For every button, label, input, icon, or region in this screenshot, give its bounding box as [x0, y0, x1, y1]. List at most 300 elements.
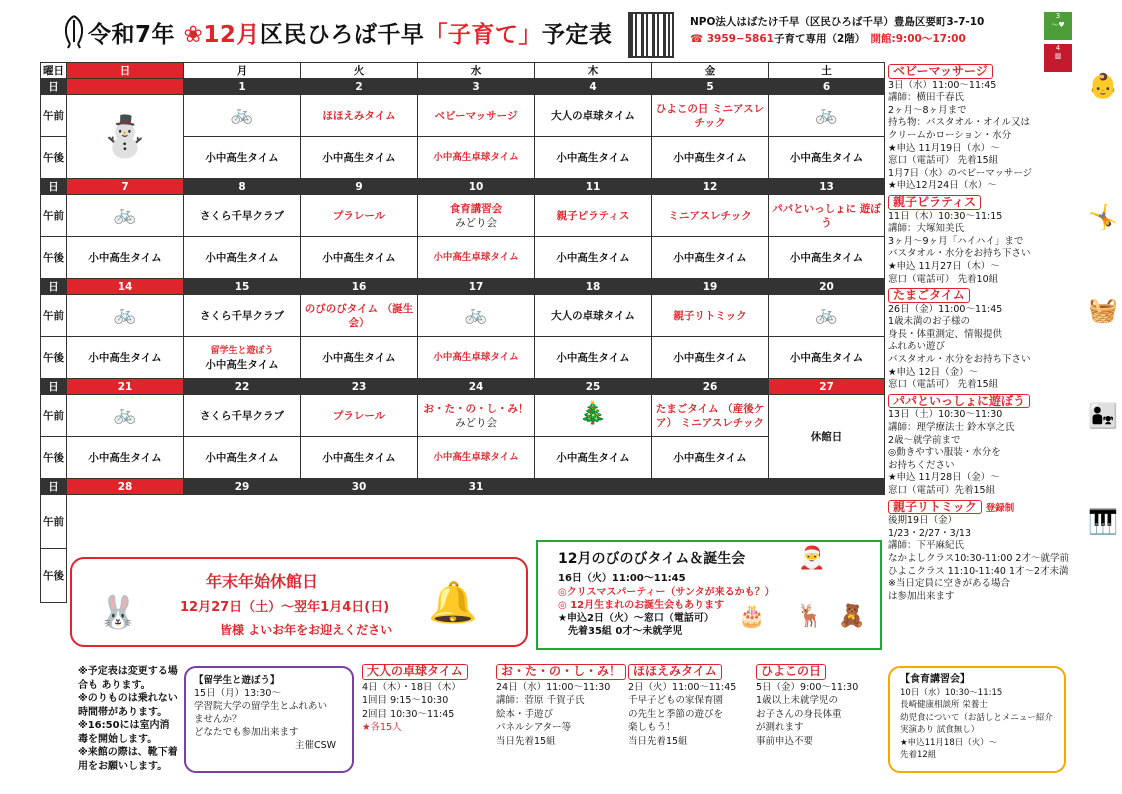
title-end: 予定表 — [541, 22, 613, 48]
hoho-line-5: 当日先着15組 — [628, 735, 688, 747]
event-label: 小中高生タイム — [556, 351, 630, 364]
org-name: NPO法人はばたけ千早（区民ひろば千早）豊島区要町3-7-10 — [690, 16, 985, 28]
event-cell[interactable] — [652, 95, 769, 137]
event-cell[interactable] — [184, 95, 301, 137]
otano-line-3: 絵本・手遊び — [496, 708, 554, 720]
event-cell[interactable] — [418, 237, 535, 279]
side-line: 窓口（電話可） 先着15組 — [888, 379, 999, 391]
event-cell[interactable] — [301, 295, 418, 337]
date-cell: 27 — [769, 379, 885, 395]
event-label: ベビーマッサージ — [434, 109, 518, 122]
sidebar — [888, 64, 1122, 605]
side-line: ★申込 11月19日（水）〜 — [888, 142, 1000, 154]
note-2: ※のりものは乗れない時間帯があります。 — [78, 693, 178, 718]
period-label: 午前 — [41, 95, 67, 137]
date-cell: 11 — [535, 179, 652, 195]
date-cell: 4 — [535, 79, 652, 95]
date-cell: 16 — [301, 279, 418, 295]
org-tel: ☎ 3959−5861 — [690, 33, 774, 45]
side-line: バスタオル・水分をお持ち下さい — [888, 248, 1031, 260]
side-line: 講師：理学療法士 鈴木享之氏 — [888, 422, 1015, 434]
event-cell[interactable] — [418, 195, 535, 237]
side-line: ★申込 11月27日（木）〜 — [888, 260, 1000, 272]
nobi-line-5: 先着35組 0才〜未就学児 — [568, 626, 683, 637]
side-section — [888, 64, 1122, 193]
xmas-tree-icon: 🎄 — [579, 401, 607, 426]
date-cell: 1 — [184, 79, 301, 95]
period-label: 午後 — [41, 549, 67, 603]
closing-box — [70, 557, 528, 647]
side-line: ひよこクラス 11:10-11:40 1才〜2才未満 — [888, 565, 1069, 577]
side-line: 2歳〜就学前まで — [888, 434, 961, 446]
food-line-3: 幼児食について（お話しとメニュー紹介 — [900, 712, 1053, 723]
side-section — [888, 500, 1122, 604]
event-cell[interactable] — [769, 95, 885, 137]
event-label: 小中高生タイム — [556, 451, 630, 464]
side-title: パパといっしょに遊ぼう — [888, 394, 1030, 409]
event-label: さくら千早クラブ — [200, 309, 284, 322]
date-cell: 31 — [418, 479, 535, 495]
event-cell[interactable] — [301, 95, 418, 137]
period-label: 午前 — [41, 195, 67, 237]
ryugaku-title: 【留学生と遊ぼう】 — [194, 675, 280, 686]
nobi-line-1: 16日（火）11:00〜11:45 — [558, 573, 686, 584]
event-label: さくら千早クラブ — [200, 209, 284, 222]
event-label: 小中高生タイム — [673, 251, 747, 264]
event-label: のびのびタイム （誕生会） — [304, 302, 414, 329]
bicycle-icon: 🚲 — [815, 303, 838, 325]
date-cell: 25 — [535, 379, 652, 395]
day-label: 日 — [41, 379, 67, 395]
event-cell[interactable] — [535, 95, 652, 137]
hours: 9:00〜17:00 — [895, 33, 966, 45]
food-line-6: 先着12組 — [900, 750, 937, 760]
snowman-icon: ⛄ — [100, 114, 150, 160]
nobi-line-4: ★申込2日（火）〜窓口（電話可） — [558, 613, 714, 624]
side-line: 講師：大塚知美氏 — [888, 223, 965, 235]
event-cell[interactable] — [418, 295, 535, 337]
side-title: 親子ピラティス — [888, 195, 981, 210]
side-line: 26日（金）11:00〜11:45 — [888, 303, 1003, 315]
period-label: 午後 — [41, 137, 67, 179]
date-cell: 14 — [67, 279, 184, 295]
event-cell[interactable] — [67, 337, 184, 379]
event-label: 大人の卓球タイム — [551, 109, 635, 122]
hiyoko-title: ひよこの日 — [756, 664, 826, 680]
date-cell: 15 — [184, 279, 301, 295]
side-line: 13日（土）10:30〜11:30 — [888, 409, 1003, 421]
hiyoko-box — [756, 664, 858, 748]
hoho-line-3: の先生と季節の遊びを — [628, 708, 724, 720]
date-cell: 28 — [67, 479, 184, 495]
weekday-header: 土 — [769, 63, 885, 79]
reindeer-icon: 🦌 — [796, 604, 824, 629]
event-cell[interactable] — [535, 295, 652, 337]
event-cell[interactable] — [184, 237, 301, 279]
nobi-box — [536, 540, 882, 650]
side-section — [888, 195, 1122, 286]
date-cell: 7 — [67, 179, 184, 195]
taku-line-1: 4日（木）・18日（木） — [362, 681, 461, 693]
taku-line-2: 1回目 9:15〜10:30 — [362, 695, 449, 706]
food-title: 【食育講習会】 — [900, 674, 970, 685]
side-illustration-icon: 🧺 — [1088, 296, 1118, 325]
side-illustration-icon: 👶 — [1088, 72, 1118, 100]
event-cell[interactable] — [67, 395, 184, 437]
event-label: 小中高生タイム — [205, 251, 279, 264]
event-label: 小中高生タイム — [322, 351, 396, 364]
period-label: 午後 — [41, 437, 67, 479]
date-cell: 30 — [301, 479, 418, 495]
hoho-box — [628, 664, 736, 748]
snowman-cell — [67, 95, 184, 179]
santa-icon: 🎅 — [798, 546, 826, 571]
event-label: 小中高生タイム — [88, 251, 162, 264]
period-label: 午前 — [41, 295, 67, 337]
event-label: 小中高生タイム — [205, 358, 279, 371]
date-cell: 26 — [652, 379, 769, 395]
nobi-line-2: ◎クリスマスパーティー（サンタが来るかも？） — [558, 587, 775, 598]
bicycle-icon: 🚲 — [113, 403, 137, 425]
event-label: 小中高生タイム — [556, 151, 630, 164]
hiyoko-line-3: お子さんの身長体重 — [756, 708, 842, 720]
date-cell: 13 — [769, 179, 885, 195]
ryugaku-line-3: ませんか？ — [194, 714, 242, 725]
event-label: 親子ピラティス — [556, 209, 630, 222]
event-cell[interactable] — [535, 395, 652, 437]
side-line: 1月7日（水）のベビーマッサージ — [888, 167, 1033, 179]
event-cell[interactable] — [67, 195, 184, 237]
bicycle-icon: 🚲 — [815, 103, 838, 125]
taku-title: 大人の卓球タイム — [362, 664, 468, 680]
event-label: 小中高生卓球タイム — [433, 451, 519, 463]
flower-icon: ❀ — [183, 22, 204, 48]
date-cell: 8 — [184, 179, 301, 195]
event-label: 親子リトミック — [673, 309, 747, 322]
side-line: 窓口（電話可） 先着10組 — [888, 273, 999, 285]
date-cell: 17 — [418, 279, 535, 295]
event-label: 食育講習会 — [449, 202, 503, 215]
side-line: ★申込 12日（金）〜 — [888, 366, 979, 378]
side-line: 2ヶ月〜8ヶ月まで — [888, 104, 967, 116]
otano-title: お・た・の・し・み！ — [496, 664, 626, 680]
event-cell[interactable] — [535, 437, 652, 479]
event-sub: みどり会 — [455, 416, 497, 429]
event-cell[interactable] — [418, 437, 535, 479]
weekday-header: 水 — [418, 63, 535, 79]
side-line: ◎動きやすい服装・水分を — [888, 447, 1001, 459]
otano-box — [496, 664, 626, 748]
pm-extra: 留学生と遊ぼう — [210, 345, 274, 356]
day-label: 日 — [41, 79, 67, 95]
event-cell[interactable] — [184, 195, 301, 237]
date-cell: 23 — [301, 379, 418, 395]
event-cell[interactable] — [652, 437, 769, 479]
otano-line-2: 講師：菅原 千賀子氏 — [496, 695, 585, 706]
nobi-title: 12月のびのびタイム＆誕生会 — [558, 551, 746, 567]
note-1: ※予定表は変更する場合も あります。 — [78, 666, 178, 691]
side-line: ※当日定員に空きがある場合 — [888, 578, 1010, 590]
side-line: 講師：横田千春氏 — [888, 92, 965, 104]
bell-icon: 🔔 — [428, 580, 478, 626]
hoho-line-4: 楽しもう！ — [628, 722, 676, 733]
event-label: さくら千早クラブ — [200, 409, 284, 422]
sdg4-icon: 4 ▥ — [1044, 44, 1072, 72]
period-label: 午後 — [41, 237, 67, 279]
bicycle-icon: 🚲 — [113, 203, 137, 225]
date-cell: 29 — [184, 479, 301, 495]
event-cell[interactable] — [301, 395, 418, 437]
side-line: 11日（木）10:30〜11:15 — [888, 210, 1003, 222]
hoho-line-1: 2日（火）11:00〜11:45 — [628, 681, 737, 693]
food-line-4: 実演あり 試食無し） — [900, 725, 980, 735]
side-line: ふれあい遊び — [888, 341, 946, 353]
side-title: 親子リトミック — [888, 500, 982, 515]
date-cell: 3 — [418, 79, 535, 95]
nobi-line-3: ◎ 12月生まれのお誕生会もあります — [558, 600, 725, 611]
ryugaku-sponsor: 主催CSW — [294, 740, 336, 751]
event-cell[interactable] — [184, 395, 301, 437]
side-line: 1/23・2/27・3/13 — [888, 527, 971, 539]
side-section — [888, 394, 1122, 498]
taku-line-4: ★各15人 — [362, 722, 402, 733]
date-cell — [535, 479, 652, 495]
bear-icon: 🧸 — [838, 604, 866, 629]
date-cell: 20 — [769, 279, 885, 295]
event-label: ひよこの日 ミニアスレチック — [655, 102, 765, 129]
event-label: 小中高生タイム — [673, 351, 747, 364]
hiyoko-line-1: 5日（金）9:00〜11:30 — [756, 681, 859, 693]
calendar-table — [40, 62, 885, 603]
side-line: 後期19日（金） — [888, 515, 958, 527]
weekday-header: 木 — [535, 63, 652, 79]
side-illustration-icon: 🤸 — [1088, 202, 1118, 231]
side-line: なかよしクラス10:30-11:00 2才〜就学前 — [888, 552, 1069, 564]
event-label: たまごタイム （産後ケア） ミニアスレチック — [655, 402, 765, 429]
title-place: 区民ひろば千早 — [259, 22, 425, 48]
bicycle-icon: 🚲 — [230, 103, 254, 125]
date-cell: 12 — [652, 179, 769, 195]
event-cell[interactable] — [769, 295, 885, 337]
sdg3-icon: 3 〜♥ — [1044, 12, 1072, 40]
period-label: 午前 — [41, 495, 67, 549]
date-cell — [769, 479, 885, 495]
event-cell[interactable] — [301, 337, 418, 379]
closing-dates: 12月27日（土）〜翌年1月4日(日) — [180, 600, 390, 615]
side-line: 講師：下平麻紀氏 — [888, 540, 965, 552]
event-label: 大人の卓球タイム — [551, 309, 635, 322]
side-line: バスタオル・水分をお持ち下さい — [888, 354, 1031, 366]
date-cell: 5 — [652, 79, 769, 95]
event-label: 小中高生タイム — [322, 151, 396, 164]
event-cell[interactable] — [769, 237, 885, 279]
title-month: 12月 — [203, 22, 260, 48]
event-cell[interactable] — [67, 437, 184, 479]
event-label: 小中高生タイム — [556, 251, 630, 264]
ryugaku-line-2: 学習院大学の留学生とふれあい — [194, 701, 328, 712]
logo-icon — [62, 14, 86, 50]
hours-label: 開館: — [870, 33, 896, 45]
weekday-header: 火 — [301, 63, 418, 79]
event-cell[interactable] — [67, 295, 184, 337]
event-cell[interactable] — [652, 295, 769, 337]
day-label: 日 — [41, 279, 67, 295]
side-illustration-icon: 🎹 — [1088, 507, 1118, 536]
cake-icon: 🎂 — [738, 604, 766, 629]
event-cell[interactable] — [301, 437, 418, 479]
event-cell[interactable] — [652, 195, 769, 237]
note-3: ※16:50には室内消毒を開始します。 — [78, 720, 170, 745]
org-tel-note: 子育て専用（2階） — [773, 33, 861, 45]
event-cell[interactable] — [535, 137, 652, 179]
taku-line-3: 2回目 10:30〜11:45 — [362, 708, 455, 720]
date-cell — [67, 79, 184, 95]
side-line: は参加出来ます — [888, 590, 955, 602]
hoho-line-2: 千早子どもの家保育園 — [628, 695, 724, 706]
org-info — [690, 14, 984, 48]
event-label: 小中高生タイム — [322, 451, 396, 464]
event-label: ミニアスレチック — [668, 209, 752, 222]
event-cell[interactable] — [769, 195, 885, 237]
side-line: ★申込12月24日（水）〜 — [888, 180, 997, 192]
food-line-5: ★申込11月18日（火）〜 — [900, 737, 998, 748]
event-cell[interactable] — [652, 237, 769, 279]
otano-line-5: 当日先着15組 — [496, 735, 556, 747]
event-cell[interactable] — [652, 337, 769, 379]
event-label: 小中高生タイム — [789, 251, 864, 264]
side-tag: 登録制 — [985, 502, 1015, 514]
side-line: 身長・体重測定、情報提供 — [888, 328, 1003, 340]
weekday-header: 月 — [184, 63, 301, 79]
event-label: 小中高生卓球タイム — [433, 351, 519, 363]
weekday-corner: 曜日 — [41, 63, 67, 79]
page-title — [88, 16, 612, 49]
weekday-header: 日 — [67, 63, 184, 79]
event-cell[interactable] — [301, 137, 418, 179]
date-cell: 6 — [769, 79, 885, 95]
event-cell[interactable] — [184, 137, 301, 179]
closed-cell: 休館日 — [769, 395, 885, 479]
event-cell[interactable] — [535, 195, 652, 237]
food-box — [888, 666, 1066, 773]
date-cell: 22 — [184, 379, 301, 395]
event-cell[interactable] — [769, 337, 885, 379]
ryugaku-box — [184, 666, 354, 773]
event-label: プラレール — [332, 409, 386, 422]
event-cell[interactable] — [418, 95, 535, 137]
side-illustration-icon: 👨‍👧 — [1088, 401, 1118, 430]
event-cell[interactable] — [184, 437, 301, 479]
hiyoko-line-2: 1歳以上未就学児の — [756, 695, 839, 706]
notes — [78, 665, 178, 773]
event-cell[interactable] — [652, 395, 769, 437]
event-label: パパといっしょに 遊ぼう — [772, 202, 881, 229]
event-label: 小中高生卓球タイム — [433, 151, 519, 163]
event-cell[interactable] — [67, 237, 184, 279]
side-line: 持ち物：バスタオル・オイル又は — [888, 117, 1031, 129]
side-line: ★申込 11月28日（金）〜 — [888, 472, 1000, 484]
bicycle-icon: 🚲 — [464, 303, 488, 325]
title-kosodate: 「子育て」 — [424, 22, 542, 48]
day-label: 日 — [41, 479, 67, 495]
qr-code[interactable] — [628, 12, 674, 58]
event-label: 小中高生卓球タイム — [433, 251, 519, 263]
side-line: 1歳未満のお子様の — [888, 316, 971, 328]
date-cell: 9 — [301, 179, 418, 195]
food-line-2: 長崎健康相談所 栄養士 — [900, 700, 988, 710]
event-label: 小中高生タイム — [673, 151, 747, 164]
event-cell[interactable] — [535, 237, 652, 279]
date-cell: 10 — [418, 179, 535, 195]
event-cell[interactable] — [184, 337, 301, 379]
side-line: 窓口（電話可） 先着15組 — [888, 155, 999, 167]
bicycle-icon: 🚲 — [113, 303, 137, 325]
food-line-1: 10日（水）10:30〜11:15 — [900, 687, 1003, 698]
date-cell — [652, 479, 769, 495]
event-label: 小中高生タイム — [88, 451, 162, 464]
event-cell[interactable] — [418, 337, 535, 379]
hoho-title: ほほえみタイム — [628, 664, 722, 680]
date-cell: 21 — [67, 379, 184, 395]
event-label: 小中高生タイム — [673, 451, 747, 464]
weekday-header: 金 — [652, 63, 769, 79]
otano-line-1: 24日（水）11:00〜11:30 — [496, 681, 611, 693]
event-cell[interactable] — [418, 395, 535, 437]
event-label: ほほえみタイム — [322, 109, 396, 122]
taku-box — [362, 664, 468, 735]
ryugaku-line-4: どなたでも参加出来ます — [194, 727, 299, 738]
event-cell[interactable] — [301, 195, 418, 237]
side-title: たまごタイム — [888, 288, 970, 303]
title-year: 令和7年 — [88, 22, 176, 48]
event-sub: みどり会 — [455, 216, 497, 229]
side-title: ベビーマッサージ — [888, 64, 993, 79]
closing-greet: 皆様 よいお年をお迎えください — [220, 623, 393, 637]
event-label: 小中高生タイム — [789, 351, 864, 364]
note-4: ※来館の際は、靴下着用をお願いします。 — [78, 747, 178, 772]
side-line: お持ちください — [888, 459, 955, 471]
side-line: 窓口（電話可）先着15組 — [888, 485, 996, 496]
date-cell: 18 — [535, 279, 652, 295]
event-cell[interactable] — [769, 137, 885, 179]
side-line: 3日（水）11:00〜11:45 — [888, 79, 997, 91]
hiyoko-line-4: が測れます — [756, 722, 804, 733]
period-label: 午前 — [41, 395, 67, 437]
rabbit-icon: 🐰 — [98, 593, 138, 631]
event-cell[interactable] — [301, 237, 418, 279]
event-cell[interactable] — [535, 337, 652, 379]
day-label: 日 — [41, 179, 67, 195]
event-cell[interactable] — [652, 137, 769, 179]
ryugaku-line-1: 15日（月）13:30〜 — [194, 688, 281, 699]
side-line: 3ヶ月〜9ヶ月「ハイハイ」まで — [888, 235, 1024, 247]
period-label: 午後 — [41, 337, 67, 379]
closing-title: 年末年始休館日 — [206, 572, 319, 591]
event-label: お・た・の・し・み！ — [423, 402, 529, 415]
event-label: 小中高生タイム — [322, 251, 396, 264]
date-cell: 24 — [418, 379, 535, 395]
hiyoko-line-5: 事前申込不要 — [756, 735, 814, 747]
event-label: 小中高生タイム — [205, 151, 279, 164]
event-label: プラレール — [332, 209, 386, 222]
event-cell[interactable] — [184, 295, 301, 337]
event-label: 小中高生タイム — [205, 451, 279, 464]
event-label: 小中高生タイム — [88, 351, 162, 364]
date-cell: 19 — [652, 279, 769, 295]
date-cell: 2 — [301, 79, 418, 95]
otano-line-4: パネルシアター等 — [496, 722, 572, 733]
event-cell[interactable] — [418, 137, 535, 179]
